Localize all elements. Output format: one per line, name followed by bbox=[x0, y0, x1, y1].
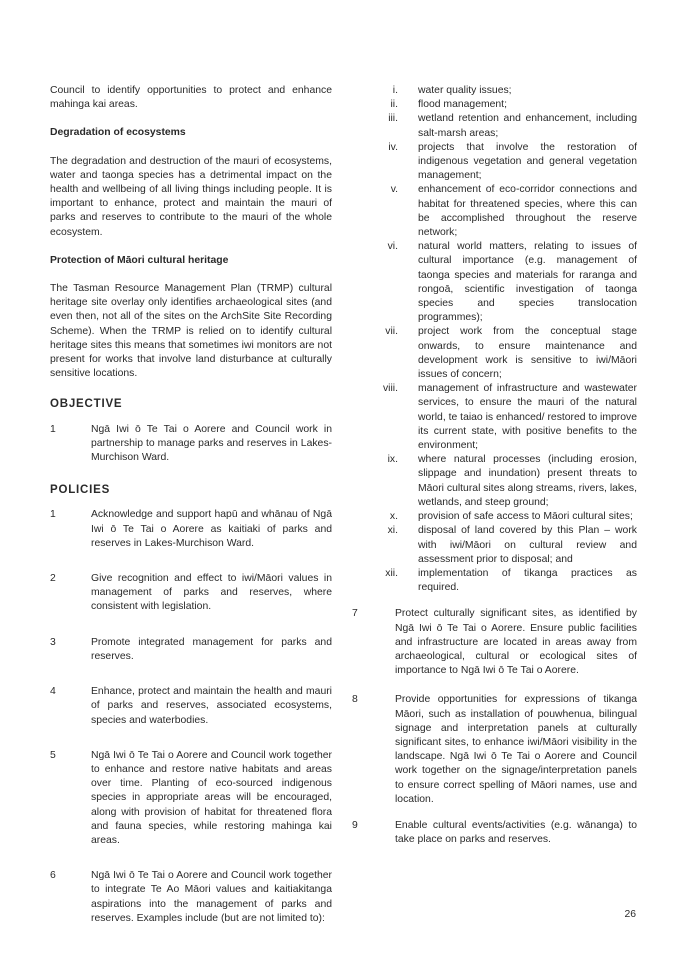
section-body-heritage: The Tasman Resource Management Plan (TRMP) cultural heritage site overlay only identifies archaeological sites (and even then, not all of the sites on the ArchSite Site Recording Scheme). When the TRMP is relied on to identify cultural heritage sites this means that sometimes iwi monitors are not present for works that involve land disturbance at culturally sensitive locations. bbox=[50, 283, 332, 380]
section-heading-degradation: Degradation of ecosystems bbox=[50, 127, 186, 139]
roman-list-item bbox=[352, 510, 637, 524]
objective-number: 1 bbox=[50, 423, 56, 435]
objective-item bbox=[50, 423, 332, 466]
section-body-degradation: The degradation and destruction of the mauri of ecosystems, water and taonga species has a detrimental impact on the health and wellbeing of all living things including people. It is important to enhance, protect and maintain the mauri of parks and reserves to contribute to the mauri of the whole ecosystem. bbox=[50, 155, 332, 238]
policy-text: Acknowledge and support hapū and whānau of Ngā Iwi ō Te Tai o Aorere as kaitiaki of parks and reserves in Lakes-Murchison Ward. bbox=[91, 509, 332, 549]
policy-text: Promote integrated management for parks and reserves. bbox=[91, 636, 332, 662]
policy-text: Provide opportunities for expressions of tikanga Māori, such as installation of pouwhenua, bilingual signage and interpretation panels at culturally significant sites, to enhance iwi/Māori visibility in the landscape. Ngā Iwi ō Te Tai o Aorere and Council work together on the signage/interpretation panels to ensure correct spelling of Māori names, use and location. bbox=[395, 694, 637, 805]
roman-item-text: disposal of land covered by this Plan – work with iwi/Māori on cultural review and assessment prior to disposal; and bbox=[418, 525, 637, 565]
roman-numeral: i. bbox=[392, 85, 398, 96]
policy-number: 7 bbox=[352, 608, 358, 620]
roman-numeral: viii. bbox=[382, 383, 398, 395]
policy-item bbox=[50, 636, 332, 664]
policy-text: Enhance, protect and maintain the health and mauri of parks and reserves, associated ecosystems, species and waterbodies. bbox=[91, 686, 332, 726]
roman-list-item bbox=[352, 84, 637, 98]
roman-list-item bbox=[352, 567, 637, 595]
policy-number: 8 bbox=[352, 694, 358, 706]
roman-numeral: ix. bbox=[387, 454, 398, 466]
policy-text: Enable cultural events/activities (e.g. wānanga) to take place on parks and reserves. bbox=[395, 819, 637, 846]
roman-numeral: ii. bbox=[390, 99, 398, 111]
roman-numeral: vii. bbox=[385, 326, 398, 338]
policy-item bbox=[352, 693, 637, 807]
left-column bbox=[50, 84, 332, 938]
roman-numeral: iii. bbox=[388, 113, 398, 125]
policy-number: 3 bbox=[50, 636, 56, 648]
policy-text: Protect culturally significant sites, as identified by Ngā Iwi ō Te Tai o Aorere. Ensure public facilities and infrastructure are located in areas away from archaeological, cultural or ecological sites of importance to Ngā Iwi ō Te Tai o Aorere. bbox=[395, 608, 637, 677]
objective-heading: OBJECTIVE bbox=[50, 398, 123, 411]
section-heading-heritage: Protection of Māori cultural heritage bbox=[50, 254, 229, 266]
right-column bbox=[352, 84, 637, 847]
policies-heading: POLICIES bbox=[50, 484, 111, 497]
roman-list-item bbox=[352, 98, 637, 112]
objective-text: Ngā Iwi ō Te Tai o Aorere and Council work in partnership to manage parks and reserves in Lakes-Murchison Ward. bbox=[91, 423, 332, 464]
roman-numeral: x. bbox=[389, 511, 398, 523]
policy-item bbox=[50, 572, 332, 615]
roman-list-item bbox=[352, 112, 637, 140]
roman-item-text: implementation of tikanga practices as required. bbox=[418, 567, 637, 594]
roman-item-text: where natural processes (including erosion, slippage and inundation) present threats to Māori cultural sites along streams, rivers, lakes, wetlands, and steep ground; bbox=[418, 454, 637, 508]
roman-list-item bbox=[352, 524, 637, 567]
policy-item bbox=[50, 749, 332, 848]
roman-item-text: natural world matters, relating to issues of cultural importance (e.g. management of taonga species and materials for raranga and rongoā, scientific investigation of taonga species and species translocation programmes); bbox=[418, 241, 637, 324]
roman-list-item bbox=[352, 325, 637, 382]
roman-item-text: flood management; bbox=[418, 99, 507, 111]
policy-item bbox=[50, 508, 332, 551]
policy-text: Give recognition and effect to iwi/Māori values in management of parks and reserves, where consistent with legislation. bbox=[91, 573, 332, 613]
policy-number: 4 bbox=[50, 686, 56, 698]
roman-list bbox=[352, 84, 637, 595]
roman-list-item bbox=[352, 382, 637, 453]
roman-item-text: wetland retention and enhancement, including salt-marsh areas; bbox=[418, 113, 637, 139]
policy-number: 1 bbox=[50, 509, 56, 521]
roman-item-text: projects that involve the restoration of indigenous vegetation and general vegetation management; bbox=[418, 141, 637, 182]
roman-numeral: v. bbox=[390, 184, 398, 196]
roman-item-text: project work from the conceptual stage onwards, to ensure maintenance and development work is sensitive to iwi/Māori issues of concern; bbox=[418, 326, 637, 381]
policy-text: Ngā Iwi ō Te Tai o Aorere and Council work together to enhance and restore native habitats and areas over time. Planting of eco-sourced indigenous species in appropriate areas will be encouraged, along with provision of habitat for threatened flora and fauna species, while restoring mahinga kai areas. bbox=[91, 749, 332, 846]
roman-numeral: xii. bbox=[385, 567, 398, 579]
policy-number: 2 bbox=[50, 573, 56, 585]
roman-item-text: provision of safe access to Māori cultural sites; bbox=[418, 511, 633, 523]
intro-paragraph: Council to identify opportunities to protect and enhance mahinga kai areas. bbox=[50, 85, 332, 111]
roman-list-item bbox=[352, 183, 637, 240]
policy-item bbox=[50, 869, 332, 926]
roman-numeral: vi. bbox=[387, 241, 398, 253]
roman-item-text: water quality issues; bbox=[418, 85, 512, 96]
roman-item-text: enhancement of eco-corridor connections and habitat for threatened species, where this can be accomplished throughout the reserve network; bbox=[418, 184, 637, 239]
policy-item bbox=[352, 819, 637, 847]
page-number: 26 bbox=[624, 909, 636, 920]
policy-number: 6 bbox=[50, 870, 56, 882]
roman-numeral: xi. bbox=[387, 525, 398, 537]
policy-item bbox=[352, 607, 637, 678]
roman-numeral: iv. bbox=[388, 141, 398, 153]
policy-number: 9 bbox=[352, 819, 358, 831]
roman-item-text: management of infrastructure and wastewater services, to ensure the mauri of the natural world, te taiao is enhanced/ restored to improve its current state, with positive benefits to the environment; bbox=[418, 383, 637, 452]
roman-list-item bbox=[352, 453, 637, 510]
policy-number: 5 bbox=[50, 749, 56, 761]
policy-text: Ngā Iwi ō Te Tai o Aorere and Council work together to integrate Te Ao Māori values and kaitiakitanga aspirations into the management of parks and reserves. Examples include (but are not limited to): bbox=[91, 870, 332, 924]
policy-item bbox=[50, 685, 332, 728]
roman-list-item bbox=[352, 240, 637, 325]
roman-list-item bbox=[352, 141, 637, 184]
